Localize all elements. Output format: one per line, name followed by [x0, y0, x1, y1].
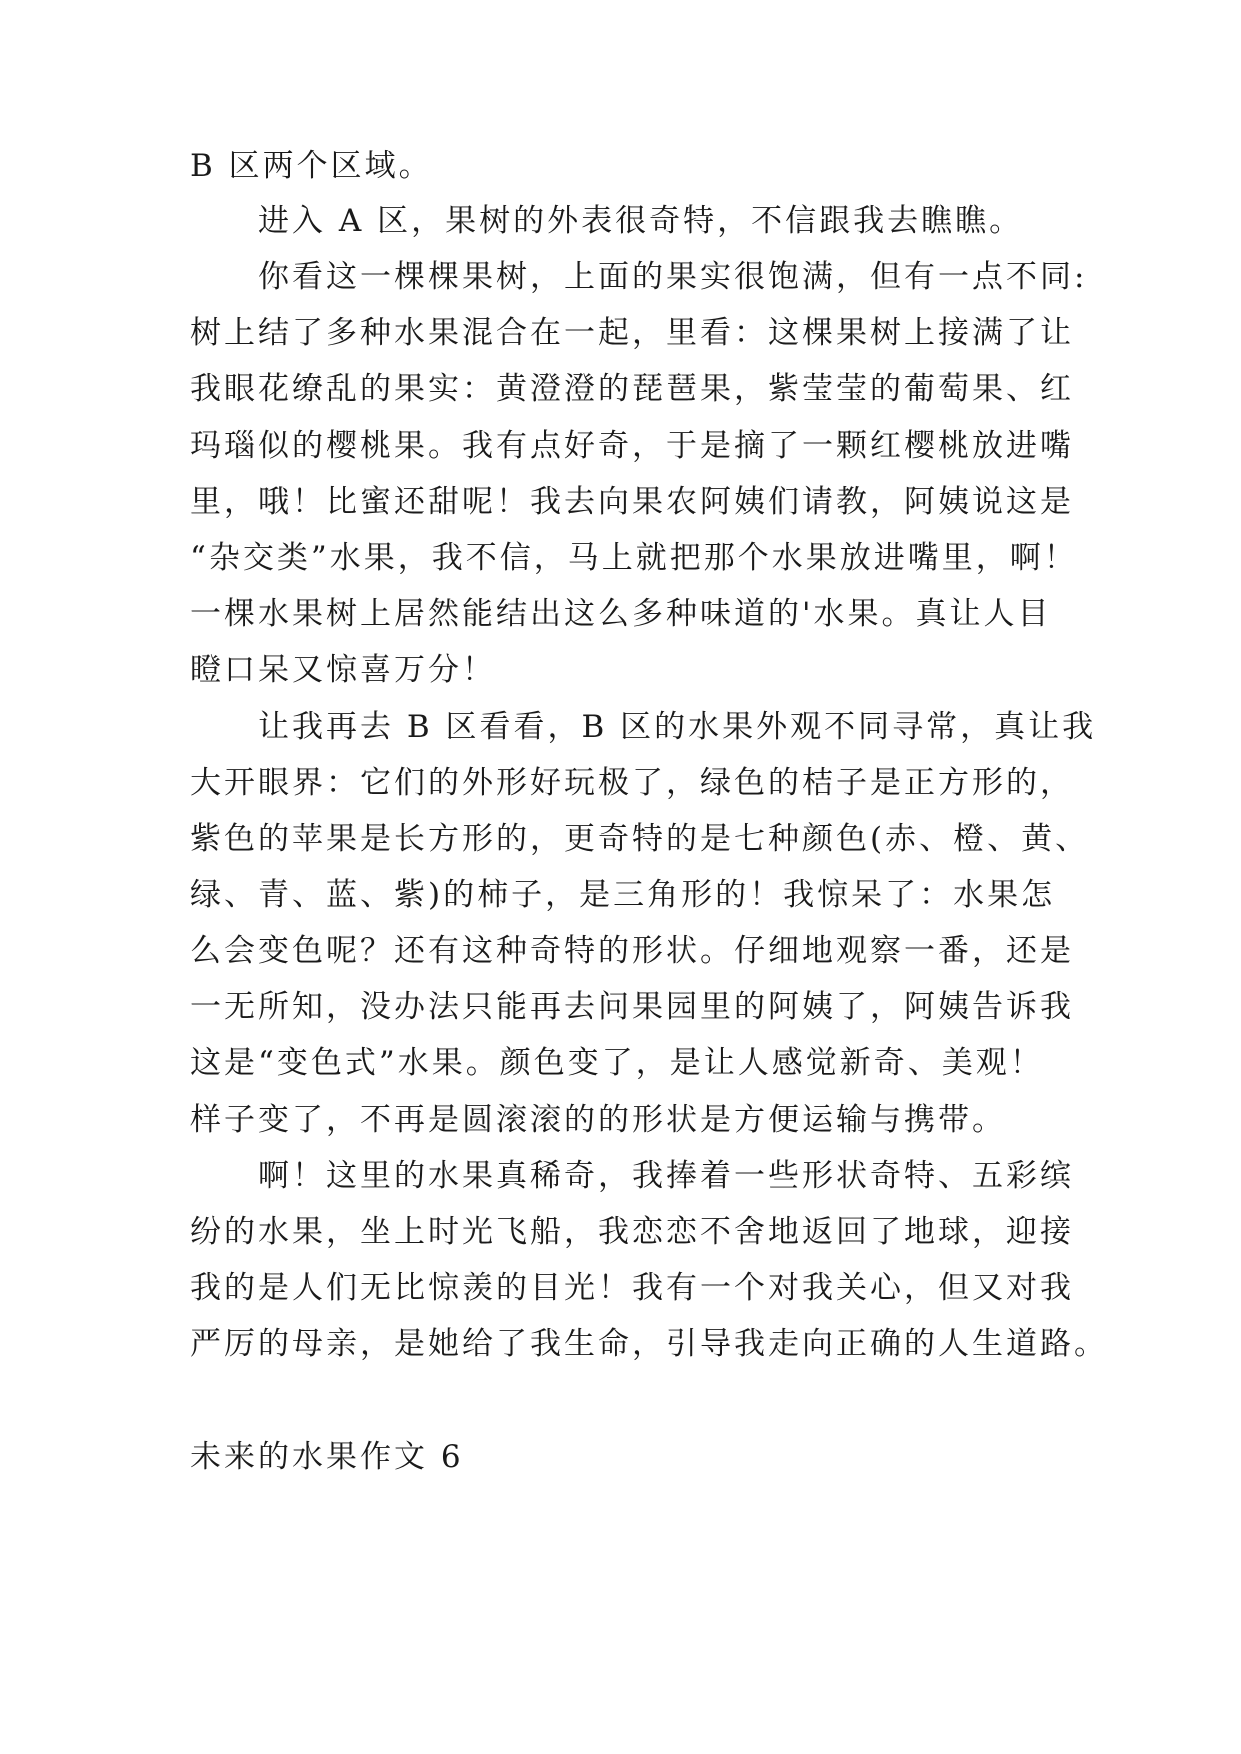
text-line: 一无所知，没办法只能再去问果园里的阿姨了，阿姨告诉我: [190, 989, 1074, 1025]
text-line: 大开眼界：它们的外形好玩极了，绿色的桔子是正方形的，: [190, 765, 1074, 801]
text-line: 一棵水果树上居然能结出这么多种味道的'水果。真让人目: [190, 596, 1052, 632]
text-line: 树上结了多种水果混合在一起，里看：这棵果树上接满了让: [190, 315, 1074, 351]
section-heading: 未来的水果作文 6: [190, 1439, 464, 1475]
text-line: 里，哦！比蜜还甜呢！我去向果农阿姨们请教，阿姨说这是: [190, 484, 1074, 520]
text-line: 严厉的母亲，是她给了我生命，引导我走向正确的人生道路。: [190, 1326, 1108, 1362]
paragraph-line: 啊！这里的水果真稀奇，我捧着一些形状奇特、五彩缤: [258, 1158, 1074, 1194]
paragraph-line: 你看这一棵棵果树，上面的果实很饱满，但有一点不同:: [258, 259, 1088, 295]
text-line: 瞪口呆又惊喜万分！: [190, 652, 496, 688]
paragraph-line: 让我再去 B 区看看，B 区的水果外观不同寻常，真让我: [258, 709, 1097, 745]
text-line: 么会变色呢？还有这种奇特的形状。仔细地观察一番，还是: [190, 933, 1074, 969]
text-line: 紫色的苹果是长方形的，更奇特的是七种颜色(赤、橙、黄、: [190, 821, 1090, 857]
paragraph-line: 进入 A 区，果树的外表很奇特，不信跟我去瞧瞧。: [258, 203, 1024, 239]
text-line: 绿、青、蓝、紫)的柿子，是三角形的！我惊呆了：水果怎: [190, 877, 1056, 913]
text-line: 我的是人们无比惊羡的目光！我有一个对我关心，但又对我: [190, 1270, 1074, 1306]
text-line: 纷的水果，坐上时光飞船，我恋恋不舍地返回了地球，迎接: [190, 1214, 1074, 1250]
text-line: 样子变了，不再是圆滚滚的的形状是方便运输与携带。: [190, 1102, 1006, 1138]
text-line: “杂交类”水果，我不信，马上就把那个水果放进嘴里，啊！: [190, 540, 1078, 576]
text-line: 玛瑙似的樱桃果。我有点好奇，于是摘了一颗红樱桃放进嘴: [190, 428, 1074, 464]
document-page: [190, 0, 1108, 1754]
text-line: 我眼花缭乱的果实：黄澄澄的琵琶果，紫莹莹的葡萄果、红: [190, 371, 1074, 407]
text-line: B 区两个区域。: [190, 148, 433, 184]
text-line: 这是“变色式”水果。颜色变了，是让人感觉新奇、美观！: [190, 1045, 1044, 1081]
